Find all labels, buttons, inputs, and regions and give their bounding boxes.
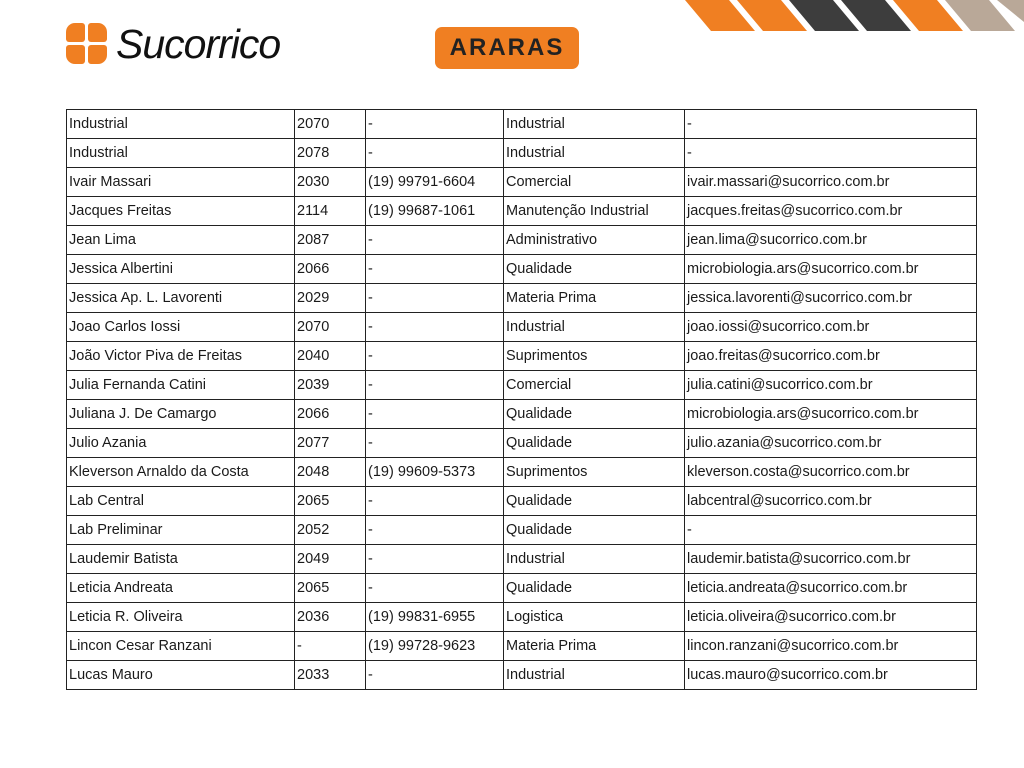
contact-name-cell: Kleverson Arnaldo da Costa [67, 458, 295, 487]
table-row [67, 168, 977, 197]
extension-cell: - [295, 632, 366, 661]
department-cell: Industrial [504, 661, 685, 690]
department-cell: Administrativo [504, 226, 685, 255]
extension-cell: 2070 [295, 110, 366, 139]
contact-name-cell: Laudemir Batista [67, 545, 295, 574]
extension-cell: 2029 [295, 284, 366, 313]
department-cell: Logistica [504, 603, 685, 632]
department-cell: Qualidade [504, 400, 685, 429]
table-row [67, 371, 977, 400]
contact-name-cell: Juliana J. De Camargo [67, 400, 295, 429]
contact-name-cell: Lucas Mauro [67, 661, 295, 690]
extension-cell: 2039 [295, 371, 366, 400]
department-cell: Qualidade [504, 429, 685, 458]
extension-cell: 2066 [295, 400, 366, 429]
department-cell: Comercial [504, 371, 685, 400]
logo-icon [66, 23, 108, 65]
extension-cell: 2036 [295, 603, 366, 632]
table-row [67, 458, 977, 487]
extension-cell: 2049 [295, 545, 366, 574]
unit-badge: ARARAS [435, 27, 579, 69]
email-cell: julia.catini@sucorrico.com.br [685, 371, 977, 400]
phone-cell: (19) 99687-1061 [366, 197, 504, 226]
phone-cell: (19) 99791-6604 [366, 168, 504, 197]
phone-cell: - [366, 284, 504, 313]
contact-name-cell: Jessica Albertini [67, 255, 295, 284]
table-row [67, 110, 977, 139]
contact-name-cell: Joao Carlos Iossi [67, 313, 295, 342]
extension-cell: 2066 [295, 255, 366, 284]
email-cell: - [685, 516, 977, 545]
department-cell: Industrial [504, 313, 685, 342]
phone-cell: - [366, 139, 504, 168]
table-row [67, 545, 977, 574]
phone-cell: - [366, 371, 504, 400]
phone-cell: - [366, 516, 504, 545]
extension-cell: 2078 [295, 139, 366, 168]
email-cell: - [685, 110, 977, 139]
department-cell: Qualidade [504, 255, 685, 284]
contact-name-cell: Leticia Andreata [67, 574, 295, 603]
extension-cell: 2077 [295, 429, 366, 458]
table-row [67, 255, 977, 284]
table-row [67, 139, 977, 168]
department-cell: Comercial [504, 168, 685, 197]
phone-cell: (19) 99728-9623 [366, 632, 504, 661]
contact-name-cell: Lab Central [67, 487, 295, 516]
email-cell: joao.freitas@sucorrico.com.br [685, 342, 977, 371]
phone-cell: - [366, 313, 504, 342]
contact-name-cell: Industrial [67, 110, 295, 139]
email-cell: laudemir.batista@sucorrico.com.br [685, 545, 977, 574]
phone-cell: - [366, 255, 504, 284]
contact-name-cell: Leticia R. Oliveira [67, 603, 295, 632]
table-row [67, 516, 977, 545]
table-row [67, 632, 977, 661]
logo-text: Sucorrico [116, 20, 281, 67]
email-cell: labcentral@sucorrico.com.br [685, 487, 977, 516]
table-row [67, 429, 977, 458]
contact-name-cell: Jessica Ap. L. Lavorenti [67, 284, 295, 313]
phone-cell: (19) 99609-5373 [366, 458, 504, 487]
email-cell: leticia.andreata@sucorrico.com.br [685, 574, 977, 603]
email-cell: jessica.lavorenti@sucorrico.com.br [685, 284, 977, 313]
email-cell: julio.azania@sucorrico.com.br [685, 429, 977, 458]
table-row [67, 661, 977, 690]
email-cell: microbiologia.ars@sucorrico.com.br [685, 400, 977, 429]
table-row [67, 226, 977, 255]
contacts-table [66, 109, 977, 690]
brand-logo [66, 20, 280, 68]
extension-cell: 2070 [295, 313, 366, 342]
extension-cell: 2065 [295, 574, 366, 603]
extension-cell: 2065 [295, 487, 366, 516]
department-cell: Qualidade [504, 574, 685, 603]
extension-cell: 2033 [295, 661, 366, 690]
phone-cell: - [366, 226, 504, 255]
email-cell: kleverson.costa@sucorrico.com.br [685, 458, 977, 487]
extension-cell: 2048 [295, 458, 366, 487]
phone-cell: - [366, 400, 504, 429]
contact-name-cell: Lab Preliminar [67, 516, 295, 545]
table-row [67, 197, 977, 226]
email-cell: joao.iossi@sucorrico.com.br [685, 313, 977, 342]
contact-name-cell: Julia Fernanda Catini [67, 371, 295, 400]
decorative-stripes [680, 0, 1024, 31]
email-cell: - [685, 139, 977, 168]
email-cell: jean.lima@sucorrico.com.br [685, 226, 977, 255]
department-cell: Materia Prima [504, 632, 685, 661]
table-row [67, 284, 977, 313]
extension-cell: 2052 [295, 516, 366, 545]
table-row [67, 400, 977, 429]
department-cell: Suprimentos [504, 458, 685, 487]
email-cell: lincon.ranzani@sucorrico.com.br [685, 632, 977, 661]
department-cell: Manutenção Industrial [504, 197, 685, 226]
email-cell: jacques.freitas@sucorrico.com.br [685, 197, 977, 226]
department-cell: Industrial [504, 139, 685, 168]
contact-name-cell: Jacques Freitas [67, 197, 295, 226]
extension-cell: 2114 [295, 197, 366, 226]
department-cell: Qualidade [504, 516, 685, 545]
table-row [67, 603, 977, 632]
phone-cell: - [366, 661, 504, 690]
department-cell: Materia Prima [504, 284, 685, 313]
extension-cell: 2030 [295, 168, 366, 197]
contact-name-cell: Julio Azania [67, 429, 295, 458]
contact-name-cell: Ivair Massari [67, 168, 295, 197]
phone-cell: - [366, 487, 504, 516]
department-cell: Suprimentos [504, 342, 685, 371]
table-row [67, 313, 977, 342]
department-cell: Industrial [504, 110, 685, 139]
phone-cell: - [366, 342, 504, 371]
contact-name-cell: Lincon Cesar Ranzani [67, 632, 295, 661]
contact-name-cell: Industrial [67, 139, 295, 168]
department-cell: Qualidade [504, 487, 685, 516]
contact-name-cell: Jean Lima [67, 226, 295, 255]
extension-cell: 2040 [295, 342, 366, 371]
phone-cell: (19) 99831-6955 [366, 603, 504, 632]
table-row [67, 487, 977, 516]
email-cell: lucas.mauro@sucorrico.com.br [685, 661, 977, 690]
contact-name-cell: João Victor Piva de Freitas [67, 342, 295, 371]
phone-cell: - [366, 110, 504, 139]
phone-cell: - [366, 574, 504, 603]
department-cell: Industrial [504, 545, 685, 574]
email-cell: leticia.oliveira@sucorrico.com.br [685, 603, 977, 632]
email-cell: ivair.massari@sucorrico.com.br [685, 168, 977, 197]
phone-cell: - [366, 429, 504, 458]
extension-cell: 2087 [295, 226, 366, 255]
phone-cell: - [366, 545, 504, 574]
table-row [67, 342, 977, 371]
table-row [67, 574, 977, 603]
email-cell: microbiologia.ars@sucorrico.com.br [685, 255, 977, 284]
